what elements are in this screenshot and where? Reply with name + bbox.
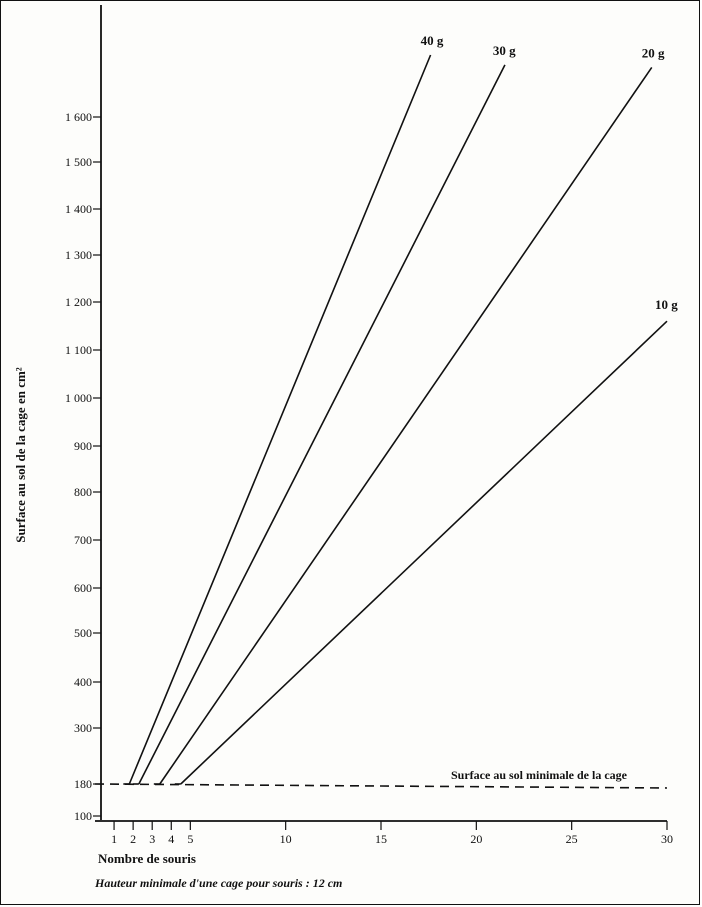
x-tick-label: 3 — [149, 832, 156, 846]
y-tick-label: 180 — [74, 777, 92, 791]
y-tick-label: 1 200 — [65, 295, 92, 309]
series-line-30g — [139, 65, 505, 784]
y-tick-label: 1 500 — [65, 155, 92, 169]
series-label: 40 g — [420, 33, 444, 48]
x-tick-label: 2 — [130, 832, 137, 846]
x-tick-label: 25 — [565, 832, 578, 846]
y-tick-label: 1 600 — [65, 110, 92, 124]
y-tick-label: 600 — [74, 581, 92, 595]
series-label: 10 g — [655, 297, 678, 313]
y-tick-label: 300 — [74, 721, 92, 735]
x-tick-label: 10 — [279, 832, 292, 846]
x-axis-label: Nombre de souris — [98, 851, 196, 866]
y-tick-label: 100 — [74, 809, 92, 823]
x-tick-label: 30 — [661, 832, 673, 846]
y-tick-label: 1 300 — [65, 248, 92, 262]
x-tick-label: 1 — [111, 832, 118, 846]
y-tick-label: 700 — [74, 533, 92, 547]
x-tick-label: 4 — [168, 832, 175, 846]
reference-line-label: Surface au sol minimale de la cage — [451, 768, 627, 782]
series-line-20g — [160, 67, 652, 784]
y-axis-label-wrapper — [6, 330, 36, 580]
x-tick-label: 5 — [187, 832, 194, 846]
y-tick-label: 400 — [74, 675, 92, 689]
series-line-40g — [129, 55, 430, 784]
series-line-10g — [181, 321, 667, 784]
x-tick-label: 20 — [470, 832, 483, 846]
chart-caption: Hauteur minimale d'une cage pour souris : 12 cm — [95, 876, 343, 890]
y-tick-label: 1 000 — [65, 391, 92, 405]
series-label: 20 g — [641, 45, 665, 61]
y-tick-label: 500 — [74, 626, 92, 640]
y-tick-label: 800 — [74, 485, 92, 499]
y-axis-label: Surface au sol de la cage en cm² — [13, 367, 28, 543]
x-tick-label: 15 — [375, 832, 387, 846]
y-tick-label: 1 100 — [65, 343, 92, 357]
series-label: 30 g — [492, 42, 516, 58]
y-tick-label: 900 — [74, 439, 92, 453]
y-tick-label: 1 400 — [65, 202, 92, 216]
